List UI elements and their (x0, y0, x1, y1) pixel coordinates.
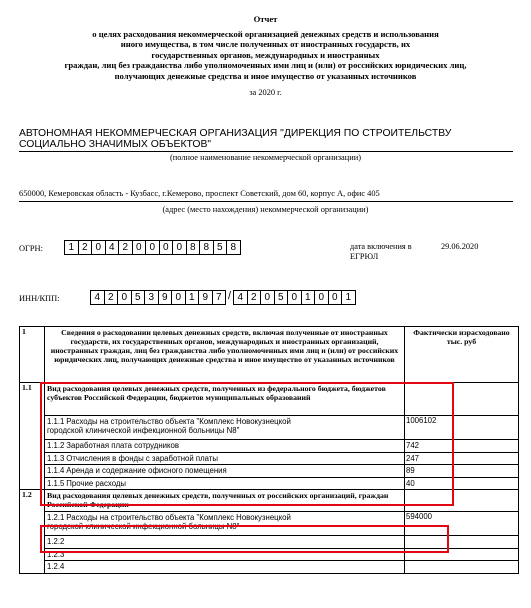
egrul-inclusion-label-line: ЕГРЮЛ (350, 252, 379, 261)
ogrn-digit: 2 (78, 240, 93, 255)
row-text: Расходы на строительство объекта "Комплекс Новокузнецкой (66, 513, 291, 522)
row-code: 1.1.1 (47, 417, 65, 426)
section-number: 1.1 (20, 383, 45, 490)
org-name-underline (19, 151, 513, 152)
ogrn-cells (64, 240, 240, 255)
org-name-caption: (полное наименование некоммерческой организации) (170, 153, 361, 162)
report-subtitle-line: государственных органов, международных и иностранных (151, 49, 380, 60)
org-full-name (19, 128, 489, 150)
table-header-row (20, 327, 519, 383)
row-code: 1.2.4 (47, 562, 65, 571)
ogrn-digit: 4 (105, 240, 120, 255)
kpp-digit: 5 (274, 290, 289, 305)
ogrn-digit: 0 (132, 240, 147, 255)
ogrn-digit: 0 (172, 240, 187, 255)
egrul-inclusion-label (350, 242, 412, 262)
report-subtitle-line: о целях расходования некоммерческой организацией денежных средств и использования (92, 28, 439, 39)
column-header-value: Фактически израсходовано тыс. руб (405, 327, 519, 383)
ogrn-digit: 0 (91, 240, 106, 255)
highlight-box-federal-funds (40, 382, 454, 506)
org-name-line: СОЦИАЛЬНО ЗНАЧИМЫХ ОБЪЕКТОВ" (19, 139, 212, 151)
section-title: Сведения о расходовании целевых денежных средств, включая полученные от иностранных государств, их государственных органов, международных и иностранных организаций, иностранных граждан, лиц без гражданства либо уполномоченных ими лиц и (или) от российских юридических лиц, получающих денежные средства и иное имущество от указанных источников (45, 327, 405, 383)
ogrn-digit: 1 (64, 240, 79, 255)
inn-digit: 3 (144, 290, 159, 305)
row-code: 1.2.1 (47, 513, 65, 522)
kpp-digit: 1 (301, 290, 316, 305)
row-code: 1.1.5 (47, 478, 65, 488)
row-value: 594000 (405, 512, 519, 536)
section-number: 1 (20, 327, 45, 383)
row-value: 1006102 (405, 416, 519, 440)
kpp-digit: 0 (287, 290, 302, 305)
row-value: 742 (405, 440, 519, 453)
egrul-inclusion-label-line: дата включения в (350, 242, 412, 251)
kpp-digit: 4 (233, 290, 248, 305)
row-code: 1.2.3 (47, 549, 65, 559)
row-text: Отчисления в фонды с заработной платы (66, 453, 218, 463)
org-name-line: АВТОНОМНАЯ НЕКОММЕРЧЕСКАЯ ОРГАНИЗАЦИЯ "ДИРЕКЦИЯ ПО СТРОИТЕЛЬСТВУ (19, 128, 452, 139)
report-subtitle-line: получающих денежные средства и иное имущество от указанных источников (114, 70, 417, 81)
ogrn-digit: 0 (159, 240, 174, 255)
ogrn-digit: 5 (213, 240, 228, 255)
row-value: 89 (405, 465, 519, 478)
section-title: Вид расходования целевых денежных средств, полученных из федерального бюджета, бюджетов субъектов Российской Федерации, бюджетов муниципальных образований (45, 383, 405, 416)
report-title: Отчет (253, 14, 278, 24)
row-text: Прочие расходы (66, 478, 127, 488)
egrul-inclusion-date: 29.06.2020 (441, 242, 479, 251)
kpp-digit: 1 (341, 290, 356, 305)
address-caption: (адрес (место нахождения) некоммерческой организации) (162, 205, 369, 214)
ogrn-digit: 0 (145, 240, 160, 255)
ogrn-label: ОГРН: (19, 244, 43, 253)
inn-digit: 4 (90, 290, 105, 305)
row-text: Расходы на строительство объекта "Комплекс Новокузнецкой (66, 417, 291, 426)
row-description (45, 561, 405, 574)
row-text: Аренда и содержание офисного помещения (66, 466, 227, 475)
inn-digit: 9 (158, 290, 173, 305)
row-text: городской клинической инфекционной больницы N8" (47, 426, 240, 435)
inn-digit: 5 (131, 290, 146, 305)
inn-kpp-separator: / (227, 290, 232, 302)
kpp-digit: 2 (247, 290, 262, 305)
section-title: Вид расходования целевых денежных средств, полученных от российских организаций, граждан Российской Федерации (45, 490, 405, 512)
inn-digit: 2 (104, 290, 119, 305)
row-text: Заработная плата сотрудников (66, 441, 179, 450)
ogrn-digit: 8 (186, 240, 201, 255)
table-row (20, 561, 519, 574)
inn-digit: 7 (212, 290, 227, 305)
ogrn-digit: 2 (118, 240, 133, 255)
report-period: за 2020 г. (249, 88, 282, 97)
row-text: городской клинической инфекционной больницы N8" (47, 522, 240, 531)
inn-digit: 0 (117, 290, 132, 305)
row-code: 1.1.4 (47, 466, 65, 475)
row-code: 1.1.2 (47, 441, 65, 450)
inn-kpp-cells (90, 290, 355, 305)
ogrn-digit: 8 (199, 240, 214, 255)
row-code: 1.2.2 (47, 537, 65, 546)
kpp-digit: 0 (328, 290, 343, 305)
highlight-box-russian-org-funds (40, 525, 449, 553)
row-value: 247 (405, 452, 519, 465)
report-subtitle-line: граждан, лиц без гражданства либо уполномоченных ими лиц и (или) от российских юридических лиц, (64, 60, 467, 71)
row-value (405, 561, 519, 574)
kpp-digit: 0 (314, 290, 329, 305)
section-number: 1.2 (20, 490, 45, 574)
inn-digit: 9 (198, 290, 213, 305)
org-address: 650000, Кемеровская область - Кузбасс, г.Кемерово, проспект Советский, дом 60, корпус А, офис 405 (19, 189, 380, 198)
report-title-block (0, 14, 531, 82)
ogrn-digit: 8 (226, 240, 241, 255)
row-value: 40 (405, 477, 519, 490)
row-code: 1.1.3 (47, 453, 65, 463)
inn-kpp-label: ИНН/КПП: (19, 294, 60, 303)
kpp-digit: 0 (260, 290, 275, 305)
inn-digit: 1 (185, 290, 200, 305)
address-underline (19, 201, 513, 202)
inn-digit: 0 (171, 290, 186, 305)
report-subtitle-line: иного имущества, в том числе полученных от иностранных государств, их (120, 39, 411, 50)
